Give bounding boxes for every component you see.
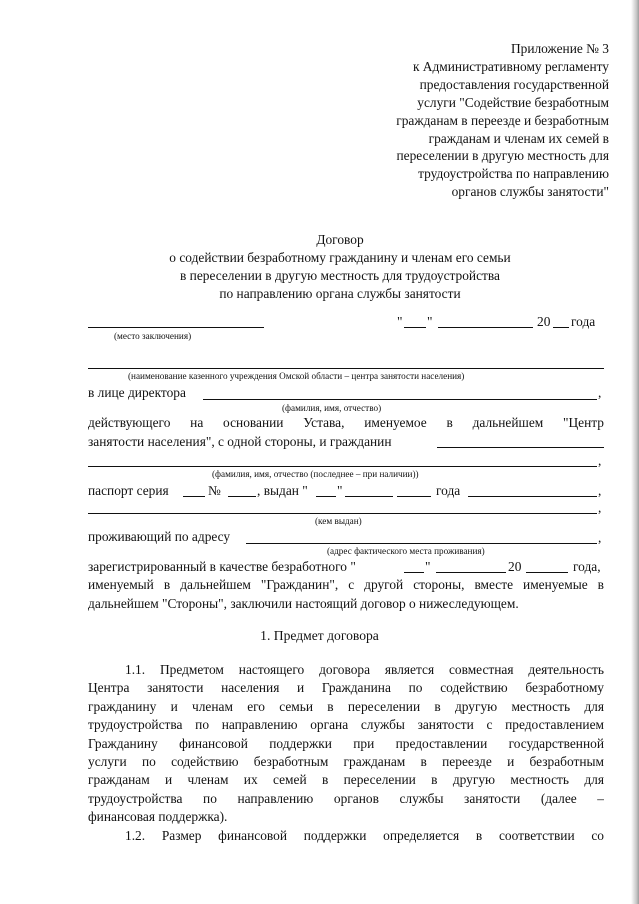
date-quote-close: " xyxy=(427,314,433,329)
residing-blank xyxy=(246,543,597,544)
date-year-prefix: 20 xyxy=(537,314,551,329)
date-year-blank xyxy=(553,327,569,328)
date-month-blank xyxy=(438,327,533,328)
paragraph-line: трудоустройства по направлению органа службы занятости с предоставлением xyxy=(88,717,604,733)
paragraph-1-1 xyxy=(88,661,604,827)
paragraph-line: 1.1. Предметом настоящего договора является совместная деятельность xyxy=(125,662,604,677)
passport-day-blank xyxy=(316,496,336,497)
paragraph-line: трудоустройства по направлению органов службы занятости (далее – xyxy=(88,790,604,806)
scan-edge-shadow xyxy=(631,0,639,904)
registered-year-blank xyxy=(526,572,568,573)
registered-day-blank xyxy=(404,572,424,573)
date-day-blank xyxy=(404,327,426,328)
passport-year-label: года xyxy=(436,483,461,498)
paragraph-line: услуги по содействию безработным гражданам в переезде и безработным xyxy=(88,753,604,769)
residing-comma: , xyxy=(598,530,602,545)
issuer-caption: (кем выдан) xyxy=(315,516,362,526)
passport-series-label: паспорт серия xyxy=(88,483,169,498)
date-year-suffix: года xyxy=(571,314,596,329)
registered-quote: " xyxy=(425,559,431,574)
issuer-blank xyxy=(88,513,597,514)
director-prefix: в лице директора xyxy=(88,385,186,400)
institution-caption: (наименование казенного учреждения Омской области – центра занятости населения) xyxy=(128,371,465,381)
registered-month-blank xyxy=(436,572,506,573)
paragraph-line: гражданам и членам их семей в переселении в другую местность для xyxy=(88,772,604,788)
appendix-line: предоставления государственной xyxy=(419,76,609,92)
passport-issued-label: , выдан " xyxy=(257,483,308,498)
parties-line: именуемый в дальнейшем "Гражданин", с другой стороны, вместе именуемые в xyxy=(88,577,604,592)
paragraph-line: гражданину и членам его семьи в переселении в другую местность для xyxy=(88,698,604,714)
paragraph-line: 1.2. Размер финансовой поддержки определяется в соответствии со xyxy=(125,828,604,843)
parties-block xyxy=(88,576,604,613)
citizen-comma: , xyxy=(598,453,602,468)
residing-caption: (адрес фактического места проживания) xyxy=(327,546,485,556)
appendix-line: Приложение № 3 xyxy=(510,41,609,56)
citizen-name-blank xyxy=(437,447,604,448)
appendix-line: гражданам и членам их семей в xyxy=(428,130,609,146)
passport-comma: , xyxy=(598,483,602,498)
passport-year-blank xyxy=(397,496,431,497)
citizen-name-blank-2 xyxy=(88,466,597,467)
passport-issuer-blank xyxy=(468,496,597,497)
section-heading: 1. Предмет договора xyxy=(260,628,379,643)
registered-year-prefix: 20 xyxy=(508,559,522,574)
place-caption: (место заключения) xyxy=(114,331,192,341)
registered-label: зарегистрированный в качестве безработного " xyxy=(88,559,356,574)
appendix-line: трудоустройства по направлению xyxy=(418,166,609,182)
title-line: в переселении в другую местность для трудоустройства xyxy=(180,267,500,283)
title-line: Договор xyxy=(316,232,364,247)
place-blank xyxy=(88,327,264,328)
citizen-caption: (фамилия, имя, отчество (последнее – при наличии)) xyxy=(212,469,419,479)
appendix-line: услуги "Содействие безработным xyxy=(417,94,609,110)
appendix-line: гражданам в переезде и безработным xyxy=(396,112,609,128)
paragraph-line: Центра занятости населения и Гражданина по содействию безработному xyxy=(88,680,604,696)
appendix-header xyxy=(349,40,609,201)
acting-block xyxy=(88,414,604,433)
issuer-comma: , xyxy=(598,500,602,515)
passport-no-blank xyxy=(228,496,256,497)
director-comma: , xyxy=(598,385,602,400)
title-line: по направлению органа службы занятости xyxy=(219,285,461,301)
document-title xyxy=(60,231,620,303)
appendix-line: органов службы занятости" xyxy=(451,184,609,200)
passport-month-blank xyxy=(345,496,393,497)
registered-year-suffix: года, xyxy=(573,559,601,574)
institution-blank xyxy=(88,368,604,369)
parties-line: дальнейшем "Стороны", заключили настоящий договор о нижеследующем. xyxy=(88,595,519,611)
appendix-line: к Административному регламенту xyxy=(412,58,609,74)
director-caption: (фамилия, имя, отчество) xyxy=(282,403,382,413)
passport-no-label: № xyxy=(208,483,221,498)
appendix-line: переселении в другую местность для xyxy=(396,148,609,164)
residing-label: проживающий по адресу xyxy=(88,529,231,544)
passport-series-blank xyxy=(183,496,205,497)
paragraph-1-2 xyxy=(88,827,604,846)
center-line: занятости населения", с одной стороны, и гражданин xyxy=(88,434,392,449)
paragraph-line: финансовая поддержка). xyxy=(88,809,228,825)
paragraph-line: Гражданину финансовой поддержки при предоставлении государственной xyxy=(88,735,604,751)
passport-issued-quote: " xyxy=(337,483,343,498)
date-quote-open: " xyxy=(397,314,403,329)
director-blank xyxy=(203,399,597,400)
title-line: о содействии безработному гражданину и членам его семьи xyxy=(169,249,511,265)
acting-line: действующего на основании Устава, именуемое в дальнейшем "Центр xyxy=(88,415,604,430)
